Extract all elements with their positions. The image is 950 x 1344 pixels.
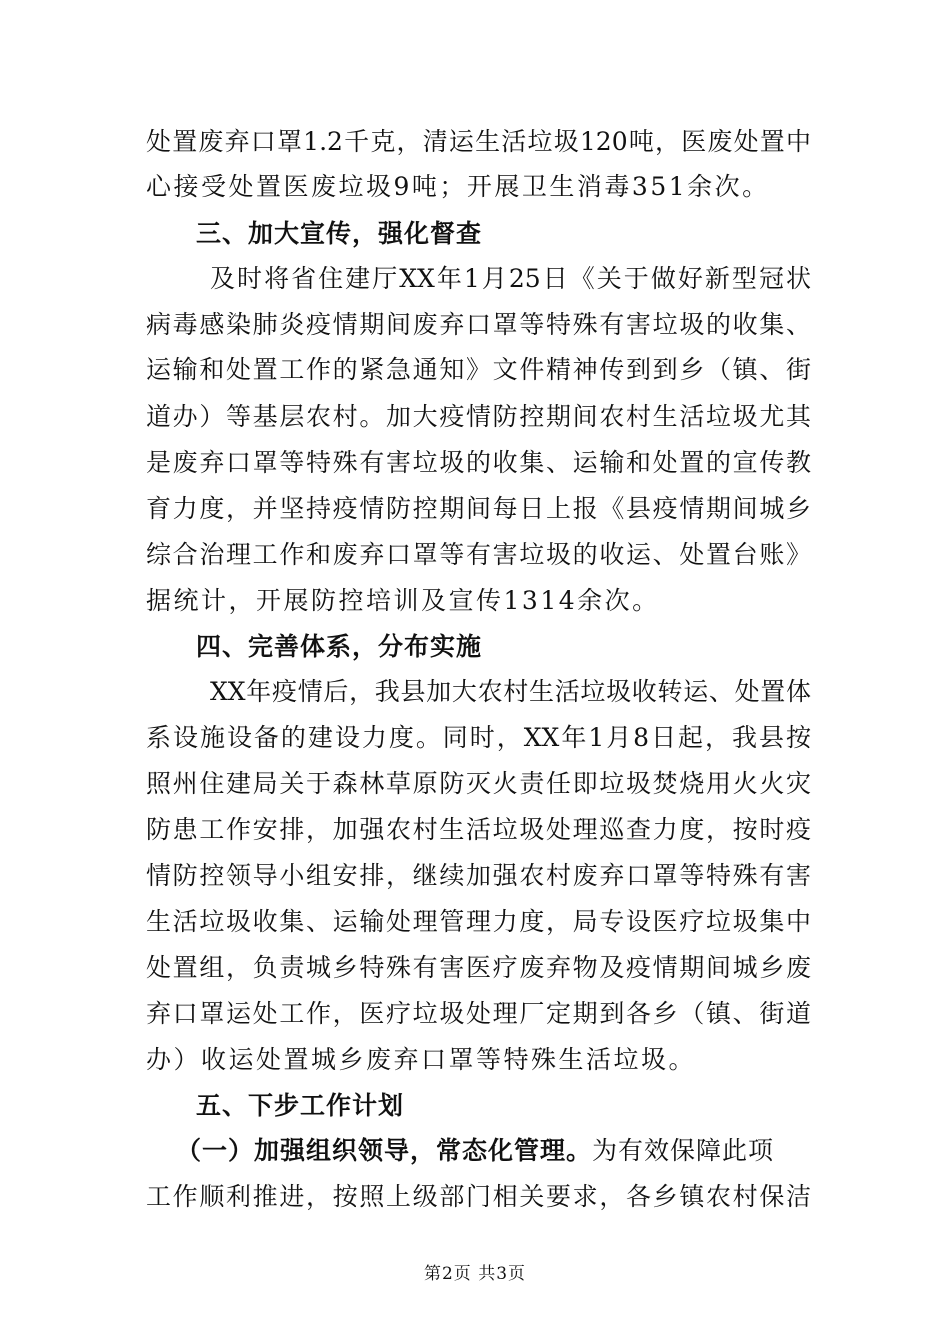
- paragraph-line: 据统计，开展防控培训及宣传1314余次。: [146, 586, 660, 615]
- paragraph-line: 办）收运处置城乡废弃口罩等特殊生活垃圾。: [146, 1045, 697, 1074]
- paragraph-line: 心接受处置医废垃圾9吨；开展卫生消毒351余次。: [146, 172, 770, 201]
- paragraph-line: 运输和处置工作的紧急通知》文件精神传到到乡（镇、街: [146, 355, 811, 384]
- paragraph-line: 处置组，负责城乡特殊有害医疗废弃物及疫情期间城乡废: [146, 953, 811, 982]
- paragraph-line: 育力度，并坚持疫情防控期间每日上报《县疫情期间城乡: [146, 494, 811, 523]
- paragraph-line: 防患工作安排，加强农村生活垃圾处理巡查力度，按时疫: [146, 815, 811, 844]
- section-heading-5: 五、下步工作计划: [196, 1091, 405, 1120]
- page-footer: 第2页 共3页: [423, 1264, 527, 1284]
- paragraph-line: 系设施设备的建设力度。同时，XX年1月8日起，我县按: [146, 723, 811, 752]
- paragraph-line: 病毒感染肺炎疫情期间废弃口罩等特殊有害垃圾的收集、: [146, 310, 811, 339]
- paragraph-line: 及时将省住建厅XX年1月25日《关于做好新型冠状: [210, 264, 811, 293]
- paragraph-line: 生活垃圾收集、运输处理管理力度，局专设医疗垃圾集中: [146, 907, 811, 936]
- item1-lead: （一）加强组织领导，常态化管理。: [176, 1136, 593, 1165]
- paragraph-line: 工作顺利推进，按照上级部门相关要求，各乡镇农村保洁: [146, 1182, 811, 1211]
- paragraph-line: 照州住建局关于森林草原防灭火责任即垃圾焚烧用火火灾: [146, 769, 811, 798]
- section-heading-3: 三、加大宣传，强化督查: [196, 219, 483, 248]
- paragraph-line: 情防控领导小组安排，继续加强农村废弃口罩等特殊有害: [146, 861, 811, 890]
- paragraph-line: 道办）等基层农村。加大疫情防控期间农村生活垃圾尤其: [146, 402, 811, 431]
- section-heading-4: 四、完善体系，分布实施: [196, 632, 483, 661]
- item1-rest: 为有效保障此项: [592, 1136, 775, 1165]
- paragraph-line: 弃口罩运处工作，医疗垃圾处理厂定期到各乡（镇、街道: [146, 999, 811, 1028]
- paragraph-line-item1: [176, 1131, 811, 1171]
- paragraph-line: 是废弃口罩等特殊有害垃圾的收集、运输和处置的宣传教: [146, 448, 811, 477]
- paragraph-line: 综合治理工作和废弃口罩等有害垃圾的收运、处置台账》: [146, 540, 811, 569]
- paragraph-line: 处置废弃口罩1.2千克，清运生活垃圾120吨，医废处置中: [146, 127, 811, 156]
- paragraph-line: XX年疫情后，我县加大农村生活垃圾收转运、处置体: [210, 677, 811, 706]
